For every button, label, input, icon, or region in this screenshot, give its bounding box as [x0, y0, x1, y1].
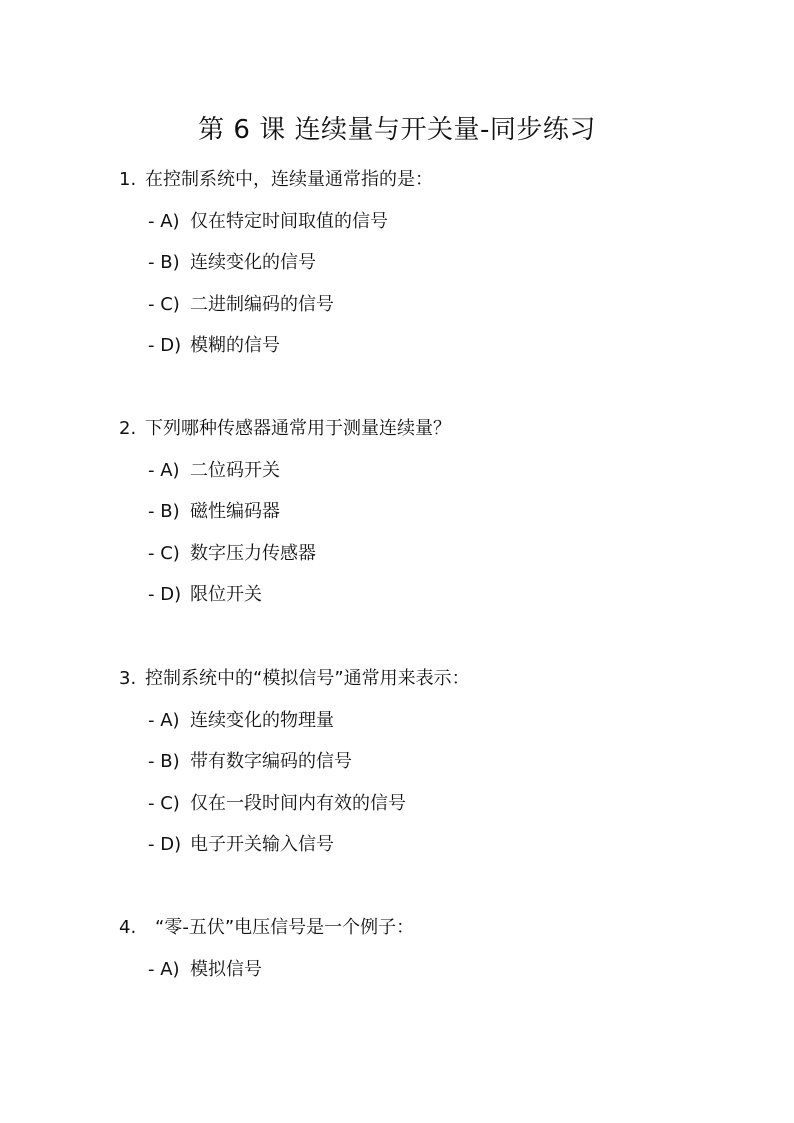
option-text: 仅在特定时间取值的信号	[190, 210, 388, 232]
question-1	[119, 167, 719, 359]
option-d	[148, 582, 719, 608]
question-number: 4.	[119, 917, 137, 938]
option-a	[148, 209, 719, 235]
option-a	[148, 957, 719, 983]
option-c	[148, 292, 719, 318]
question-number: 2.	[119, 418, 137, 439]
option-text: 二进制编码的信号	[190, 293, 334, 315]
option-d	[148, 333, 719, 359]
option-letter: - B)	[148, 501, 180, 522]
option-text: 电子开关输入信号	[190, 834, 334, 855]
option-text: 仅在一段时间内有效的信号	[190, 792, 406, 814]
option-text: 连续变化的信号	[190, 252, 316, 273]
question-text: 在控制系统中，连续量通常指的是：	[145, 169, 433, 190]
option-letter: - A)	[148, 709, 180, 731]
option-d	[148, 832, 719, 858]
option-text: 模拟信号	[190, 958, 262, 980]
option-letter: - C)	[148, 293, 180, 315]
question-number: 3.	[119, 668, 137, 689]
option-letter: - B)	[148, 751, 180, 772]
option-text: 模糊的信号	[190, 335, 280, 356]
option-b	[148, 250, 719, 276]
option-letter: - B)	[148, 252, 180, 273]
option-letter: - D)	[148, 584, 182, 605]
question-4	[119, 915, 719, 983]
option-b	[148, 749, 719, 775]
question-text: “零-五伏”电压信号是一个例子：	[155, 917, 415, 938]
question-2	[119, 416, 719, 608]
page-title: 第 6 课 连续量与开关量-同步练习	[198, 115, 596, 145]
question-text: 下列哪种传感器通常用于测量连续量？	[145, 418, 451, 439]
option-letter: - C)	[148, 792, 180, 814]
option-text: 连续变化的物理量	[190, 709, 334, 731]
option-text: 数字压力传感器	[190, 542, 316, 564]
option-a	[148, 458, 719, 484]
question-number: 1.	[119, 169, 137, 190]
question-3	[119, 666, 719, 858]
option-letter: - C)	[148, 542, 180, 564]
question-stem	[119, 915, 719, 941]
option-letter: - A)	[148, 459, 180, 481]
option-letter: - D)	[148, 834, 182, 855]
option-text: 带有数字编码的信号	[190, 751, 352, 772]
option-text: 限位开关	[190, 584, 262, 605]
question-stem	[119, 167, 719, 193]
question-text: 控制系统中的“模拟信号”通常用来表示：	[145, 668, 470, 689]
option-letter: - A)	[148, 958, 180, 980]
option-letter: - D)	[148, 335, 182, 356]
option-text: 磁性编码器	[190, 501, 280, 522]
question-stem	[119, 666, 719, 692]
option-c	[148, 541, 719, 567]
question-stem	[119, 416, 719, 442]
option-c	[148, 791, 719, 817]
option-text: 二位码开关	[190, 459, 280, 481]
option-b	[148, 499, 719, 525]
option-letter: - A)	[148, 210, 180, 232]
option-a	[148, 708, 719, 734]
